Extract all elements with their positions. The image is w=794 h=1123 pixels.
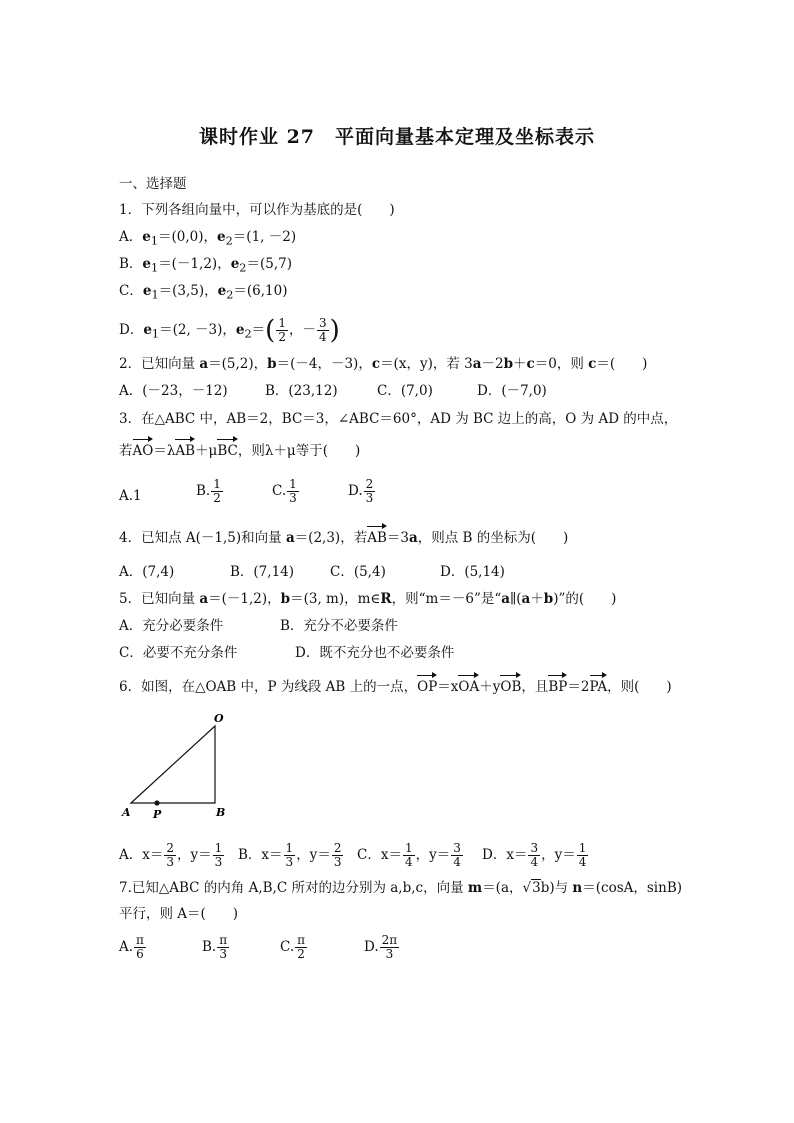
q5-option-d[interactable]: D．既不充分也不必要条件 [295,645,455,661]
q7-stem: 7.已知△ABC 的内角 A,B,C 所对的边分别为 a,b,c，向量 m＝(a，√3b)与 n＝(cosA，sinB) [119,880,683,896]
q6-option-a[interactable]: A．x＝ $\frac{2}{3}$ ，y＝ $\frac{1}{3}$ [119,841,223,869]
q4-option-b[interactable]: B．(7,14) [230,564,295,580]
vector-bc: BC [217,443,238,459]
vector-ob: OB [500,679,522,695]
q5-option-b[interactable]: B．充分不必要条件 [280,618,398,634]
q4-option-c[interactable]: C．(5,4) [330,564,386,580]
q6-stem: 6．如图，在△OAB 中，P 为线段 AB 上的一点，OP＝xOA＋yOB，且BP＝2PA，则( ) [119,679,672,695]
q6-option-d[interactable]: D．x＝ $\frac{3}{4}$ ，y＝ $\frac{1}{4}$ [482,841,587,869]
section-heading: 一、选择题 [119,176,187,192]
q7-option-a[interactable]: A. $\frac{\pi}{6}$ [119,933,144,961]
separator: ，－ [288,322,316,338]
q1-option-c[interactable] [119,281,287,306]
q4-option-a[interactable]: A．(7,4) [119,564,175,580]
fraction: $\frac{3}{4}$ [318,316,327,344]
fraction: $\frac{1}{2}$ [278,316,286,344]
value: ＝(－1,2)， [158,256,231,272]
vector-ao: AO [132,443,154,459]
subscript: 1 [151,327,160,341]
q5-option-a[interactable]: A．充分必要条件 [119,618,224,634]
q1-stem: 1．下列各组向量中，可以作为基底的是( ) [119,202,395,218]
q6-option-b[interactable]: B．x＝ $\frac{1}{3}$ ，y＝ $\frac{2}{3}$ [238,841,342,869]
triangle-diagram [115,710,235,825]
q1-option-d[interactable] [119,317,340,345]
sqrt-icon: √ [522,880,532,896]
label-b: B [216,806,226,819]
label-o: O [214,712,224,725]
subscript: 2 [225,234,233,248]
vector-ab: AB [367,530,387,546]
q2-option-b[interactable]: B．(23,12) [265,383,338,399]
close-paren: ) [329,315,340,346]
vector-e1: e [143,322,152,338]
q4-option-d[interactable]: D．(5,14) [440,564,505,580]
vector-pa: PA [589,679,608,695]
vector-e1: e [142,229,151,245]
q6-option-c[interactable]: C．x＝ $\frac{1}{4}$ ，y＝ $\frac{3}{4}$ [357,841,461,869]
subscript: 2 [226,288,234,302]
value: ＝(6,10) [233,283,288,299]
triangle-oab [131,726,215,803]
vector-ab: AB [175,443,196,459]
value: ＝(3,5)， [158,283,218,299]
vector-e1: e [142,256,152,272]
q5-stem: 5．已知向量 a＝(－1,2)，b＝(3, m)，m∈R，则“m＝－6”是“a∥(a＋b)”的( ) [119,591,617,607]
vector-e2: e [217,283,227,299]
vector-e2: e [217,229,226,245]
value: ＝ [251,322,266,338]
q5-option-c[interactable]: C．必要不充分条件 [119,645,238,661]
value: ＝(5,7) [246,256,292,272]
vector-bp: BP [548,679,568,695]
option-label: B． [119,256,143,272]
open-paren: ( [265,315,276,346]
q2-option-d[interactable]: D．(－7,0) [477,383,547,399]
page-title: 课时作业 27 平面向量基本定理及坐标表示 [198,126,596,148]
q3-stem: 3．在△ABC 中，AB＝2，BC＝3，∠ABC＝60°，AD 为 BC 边上的高，O 为 AD 的中点， [119,411,678,427]
vector-oa: OA [458,679,480,695]
vector-e1: e [142,283,152,299]
subscript: 1 [150,234,159,248]
vector-op: OP [417,679,438,695]
q7-stem-line2: 平行，则 A＝( ) [119,906,239,922]
label-p: P [153,808,162,821]
q1-option-a[interactable] [119,227,296,252]
q7-option-d[interactable]: D. $\frac{2\pi}{3}$ [364,933,398,961]
q3-option-c[interactable]: C. $\frac{1}{3}$ [272,477,297,505]
q7-option-b[interactable]: B. $\frac{\pi}{3}$ [202,933,228,961]
value: ＝(0,0)， [158,229,218,245]
subscript: 2 [244,327,252,341]
option-label: A． [119,229,143,245]
subscript: 1 [151,288,159,302]
q3-option-d[interactable]: D. $\frac{2}{3}$ [348,477,374,505]
q2-option-a[interactable]: A．(－23，－12) [119,383,228,399]
value: ＝(2, －3)， [159,322,236,338]
q3-stem-line2: 若AO＝λAB＋μBC，则λ＋μ等于( ) [119,443,361,459]
q2-option-c[interactable]: C．(7,0) [377,383,433,399]
q3-option-b[interactable]: B. $\frac{1}{2}$ [196,477,221,505]
q4-stem: 4．已知点 A(－1,5)和向量 a＝(2,3)，若AB＝3a，则点 B 的坐标为( ) [119,530,569,546]
q1-option-b[interactable] [119,254,292,279]
vector-e2: e [235,322,245,338]
option-label: D． [119,322,144,338]
q7-option-c[interactable]: C. $\frac{\pi}{2}$ [280,933,306,961]
value: ＝(1, －2) [232,229,297,245]
vector-e2: e [230,256,240,272]
label-a: A [122,806,131,819]
option-label: C． [119,283,143,299]
subscript: 2 [239,261,247,275]
subscript: 1 [151,261,159,275]
q2-stem: 2．已知向量 a＝(5,2)，b＝(－4，－3)，c＝(x，y)，若 3a－2b＋c＝0，则 c＝( ) [119,356,648,372]
q3-option-a[interactable]: A.1 [119,488,142,504]
point-p [154,800,159,805]
